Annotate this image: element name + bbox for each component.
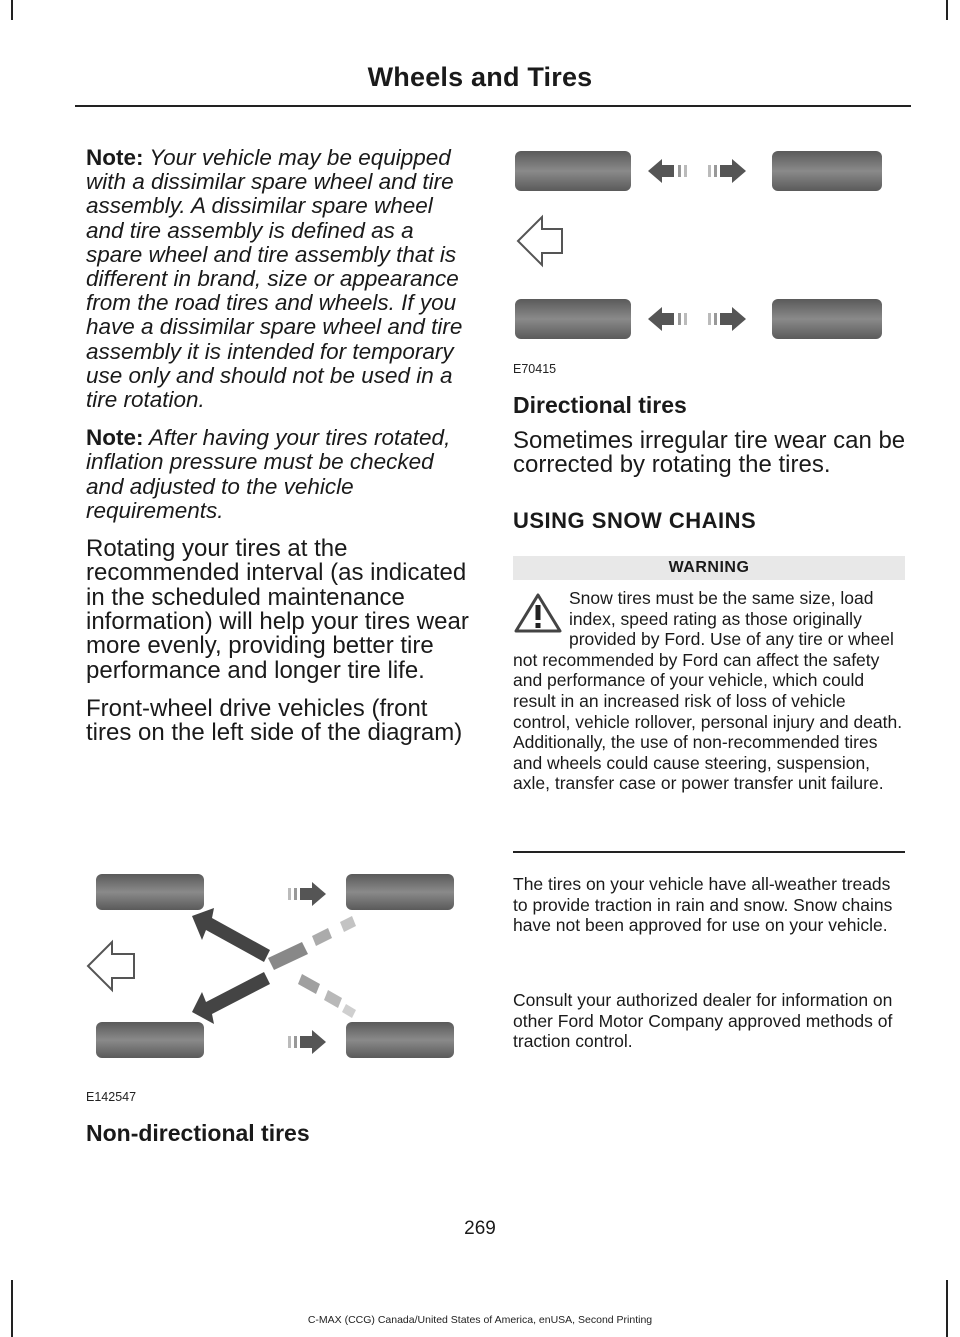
warning-end-rule: [513, 851, 905, 853]
cross-move-arrow-down: [192, 972, 270, 1024]
note-label: Note:: [86, 425, 144, 451]
warning-text-block: [513, 588, 907, 794]
figure-id-directional: E70415: [513, 362, 557, 376]
page-number: 269: [464, 1218, 496, 1239]
non-directional-tire-rotation-diagram: [80, 862, 480, 1082]
page-title: Wheels and Tires: [367, 62, 593, 92]
front-wheel-drive-paragraph: Front-wheel drive vehicles (front tires on the left side of the diagram): [86, 694, 463, 747]
note-inflation-pressure: [86, 426, 476, 523]
warning-triangle-icon: [513, 592, 563, 634]
warning-banner: WARNING: [513, 556, 905, 580]
tire-rear-right: [346, 1022, 454, 1058]
footer-edition: C-MAX (CCG) Canada/United States of America, enUSA, Second Printing: [307, 1314, 653, 1326]
left-column: [86, 146, 476, 759]
rotation-interval-paragraph: Rotating your tires at the recommended interval (as indicated in the scheduled maintenance information) will help your tires wear more evenly, providing better tire performance and longer tire life.: [86, 535, 469, 684]
tire-front-right: [772, 151, 882, 191]
note-text: After having your tires rotated, inflation pressure must be checked and adjusted to the vehicle requirements.: [86, 425, 451, 523]
cross-move-arrow-up: [192, 908, 270, 962]
non-directional-tires-caption: Non-directional tires: [86, 1120, 310, 1146]
tire-front-left-bottom: [96, 1022, 204, 1058]
forward-direction-arrow: [518, 217, 562, 265]
swap-arrow-bottom: [648, 307, 746, 331]
tire-rear-left: [515, 299, 631, 339]
figure-id-non-directional: E142547: [86, 1090, 137, 1104]
straight-move-arrow-bottom: [288, 1030, 326, 1054]
crop-mark-bottom-left: [11, 1280, 13, 1337]
tire-rear-right: [772, 299, 882, 339]
note-text: Your vehicle may be equipped with a dissimilar spare wheel and tire assembly. A dissimilar spare wheel and tire assembly is defined as a spare wheel and tire assembly that is different in brand, size or appearance from the road tires and wheels. If you have a dissimilar spare wheel and tire assembly it is intended for temporary use only and should not be used in a tire rotation.: [86, 145, 463, 413]
straight-move-arrow-top: [288, 882, 326, 906]
faded-cross-arrows: [268, 916, 356, 1018]
swap-arrow-top: [648, 159, 746, 183]
tire-rear-left: [346, 874, 454, 910]
warning-text: Snow tires must be the same size, load index, speed rating as those originally provided by Ford. Use of any tire or wheel not recommended by Ford can affect the safety and performance of your vehicle, which could result in an increased risk of loss of vehicle control, vehicle rollover, personal injury and death. Additionally, the use of non-recommended tires and wheels could cause steering, suspension, axle, transfer case or power transfer unit failure.: [513, 588, 903, 794]
note-dissimilar-spare: [86, 146, 476, 412]
forward-direction-arrow: [88, 942, 134, 990]
directional-tire-rotation-diagram: [510, 145, 890, 345]
tire-front-left: [96, 874, 204, 910]
crop-mark-top-right: [946, 0, 948, 20]
crop-mark-bottom-right: [946, 1280, 948, 1337]
directional-tires-caption: Directional tires: [513, 392, 687, 418]
all-weather-treads-paragraph: The tires on your vehicle have all-weather treads to provide traction in rain and snow. Snow chains have not been approved for use on your vehicle.: [513, 874, 893, 936]
header-rule: [75, 105, 911, 107]
section-heading-snow-chains: USING SNOW CHAINS: [513, 508, 757, 533]
irregular-wear-paragraph: Sometimes irregular tire wear can be corrected by rotating the tires.: [513, 427, 906, 479]
crop-mark-top-left: [11, 0, 13, 20]
note-label: Note:: [86, 145, 144, 170]
consult-dealer-paragraph: Consult your authorized dealer for information on other Ford Motor Company approved methods of traction control.: [513, 990, 893, 1052]
tire-front-left: [515, 151, 631, 191]
